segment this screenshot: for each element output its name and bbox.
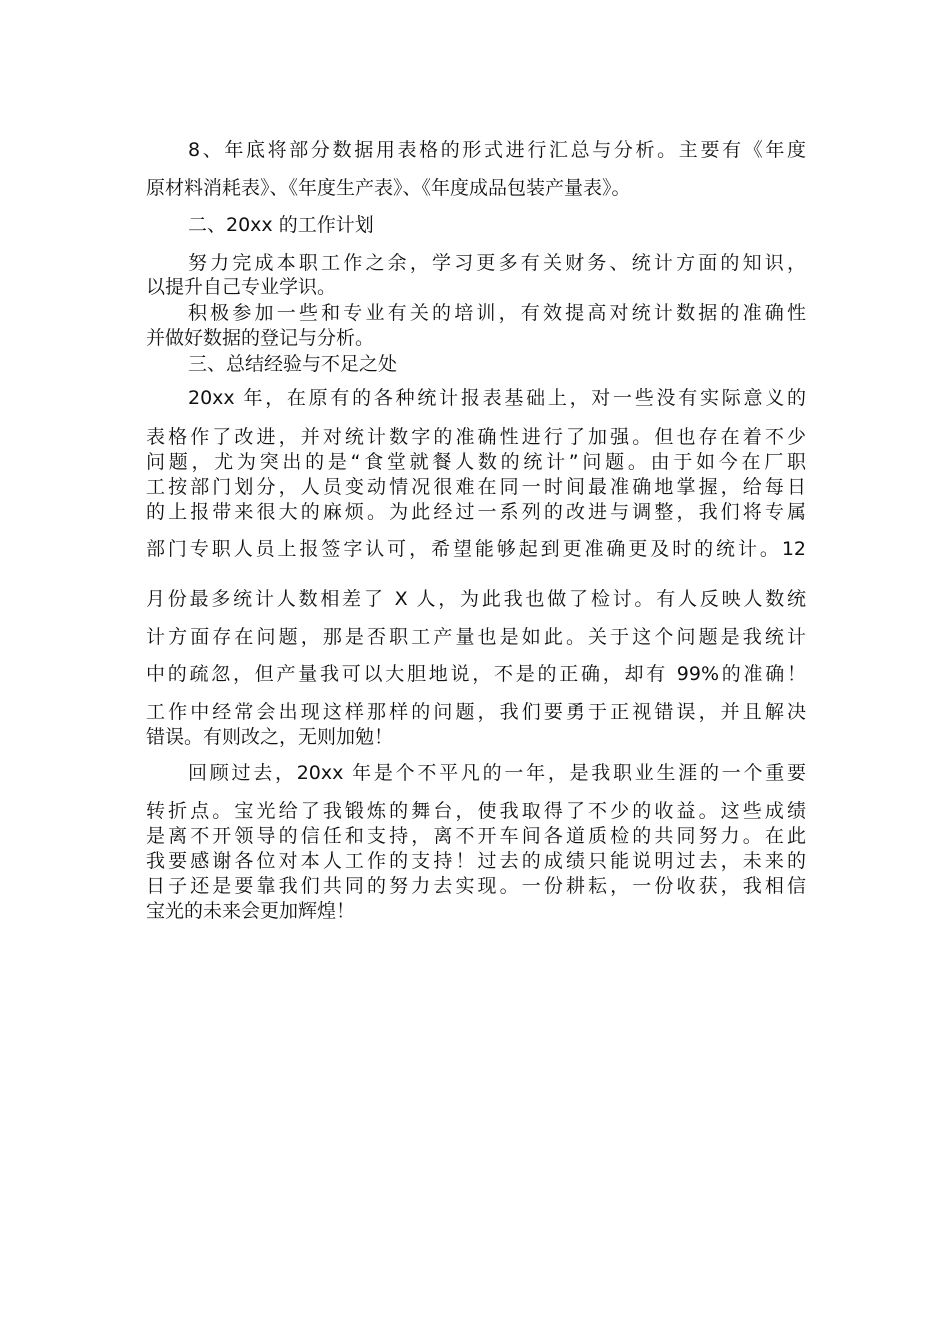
text-line: 计方面存在问题，那是否职工产量也是如此。关于这个问题是我统计 — [146, 626, 806, 648]
text-line: 日子还是要靠我们共同的努力去实现。一份耕耘，一份收获，我相信 — [146, 875, 806, 897]
text-line: 部门专职人员上报签字认可，希望能够起到更准确更及时的统计。12 — [146, 538, 806, 560]
text-line: 表格作了改进，并对统计数字的准确性进行了加强。但也存在着不少 — [146, 426, 806, 448]
text-line: 回顾过去，20xx 年是个不平凡的一年，是我职业生涯的一个重要 — [188, 762, 806, 784]
text-line: 我要感谢各位对本人工作的支持！过去的成绩只能说明过去，未来的 — [146, 850, 806, 872]
text-line: 宝光的未来会更加辉煌！ — [146, 900, 356, 922]
text-line: 错误。有则改之，无则加勉！ — [146, 726, 394, 748]
section-heading: 三、总结经验与不足之处 — [188, 353, 398, 375]
text-line: 8、年底将部分数据用表格的形式进行汇总与分析。主要有《年度 — [188, 139, 806, 161]
text-line: 月份最多统计人数相差了 X 人，为此我也做了检讨。有人反映人数统 — [146, 588, 806, 610]
text-line: 的上报带来很大的麻烦。为此经过一系列的改进与调整，我们将专属 — [146, 501, 806, 523]
text-line: 工按部门划分，人员变动情况很难在同一时间最准确地掌握，给每日 — [146, 476, 806, 498]
text-line: 工作中经常会出现这样那样的问题，我们要勇于正视错误，并且解决 — [146, 701, 806, 723]
text-line: 转折点。宝光给了我锻炼的舞台，使我取得了不少的收益。这些成绩 — [146, 800, 806, 822]
text-line: 并做好数据的登记与分析。 — [146, 327, 375, 349]
text-line: 中的疏忽，但产量我可以大胆地说，不是的正确，却有 99%的准确！ — [146, 663, 806, 685]
text-line: 是离不开领导的信任和支持，离不开车间各道质检的共同努力。在此 — [146, 825, 806, 847]
section-heading: 二、20xx 的工作计划 — [188, 214, 374, 236]
text-line: 积极参加一些和专业有关的培训，有效提高对统计数据的准确性 — [188, 302, 806, 324]
text-line: 问题，尤为突出的是“食堂就餐人数的统计”问题。由于如今在厂职 — [146, 451, 806, 473]
text-line: 20xx 年，在原有的各种统计报表基础上，对一些没有实际意义的 — [188, 387, 806, 409]
text-line: 以提升自己专业学识。 — [146, 276, 337, 298]
text-line: 原材料消耗表》、《年度生产表》、《年度成品包装产量表》。 — [146, 177, 631, 199]
text-line: 努力完成本职工作之余，学习更多有关财务、统计方面的知识， — [188, 252, 806, 274]
